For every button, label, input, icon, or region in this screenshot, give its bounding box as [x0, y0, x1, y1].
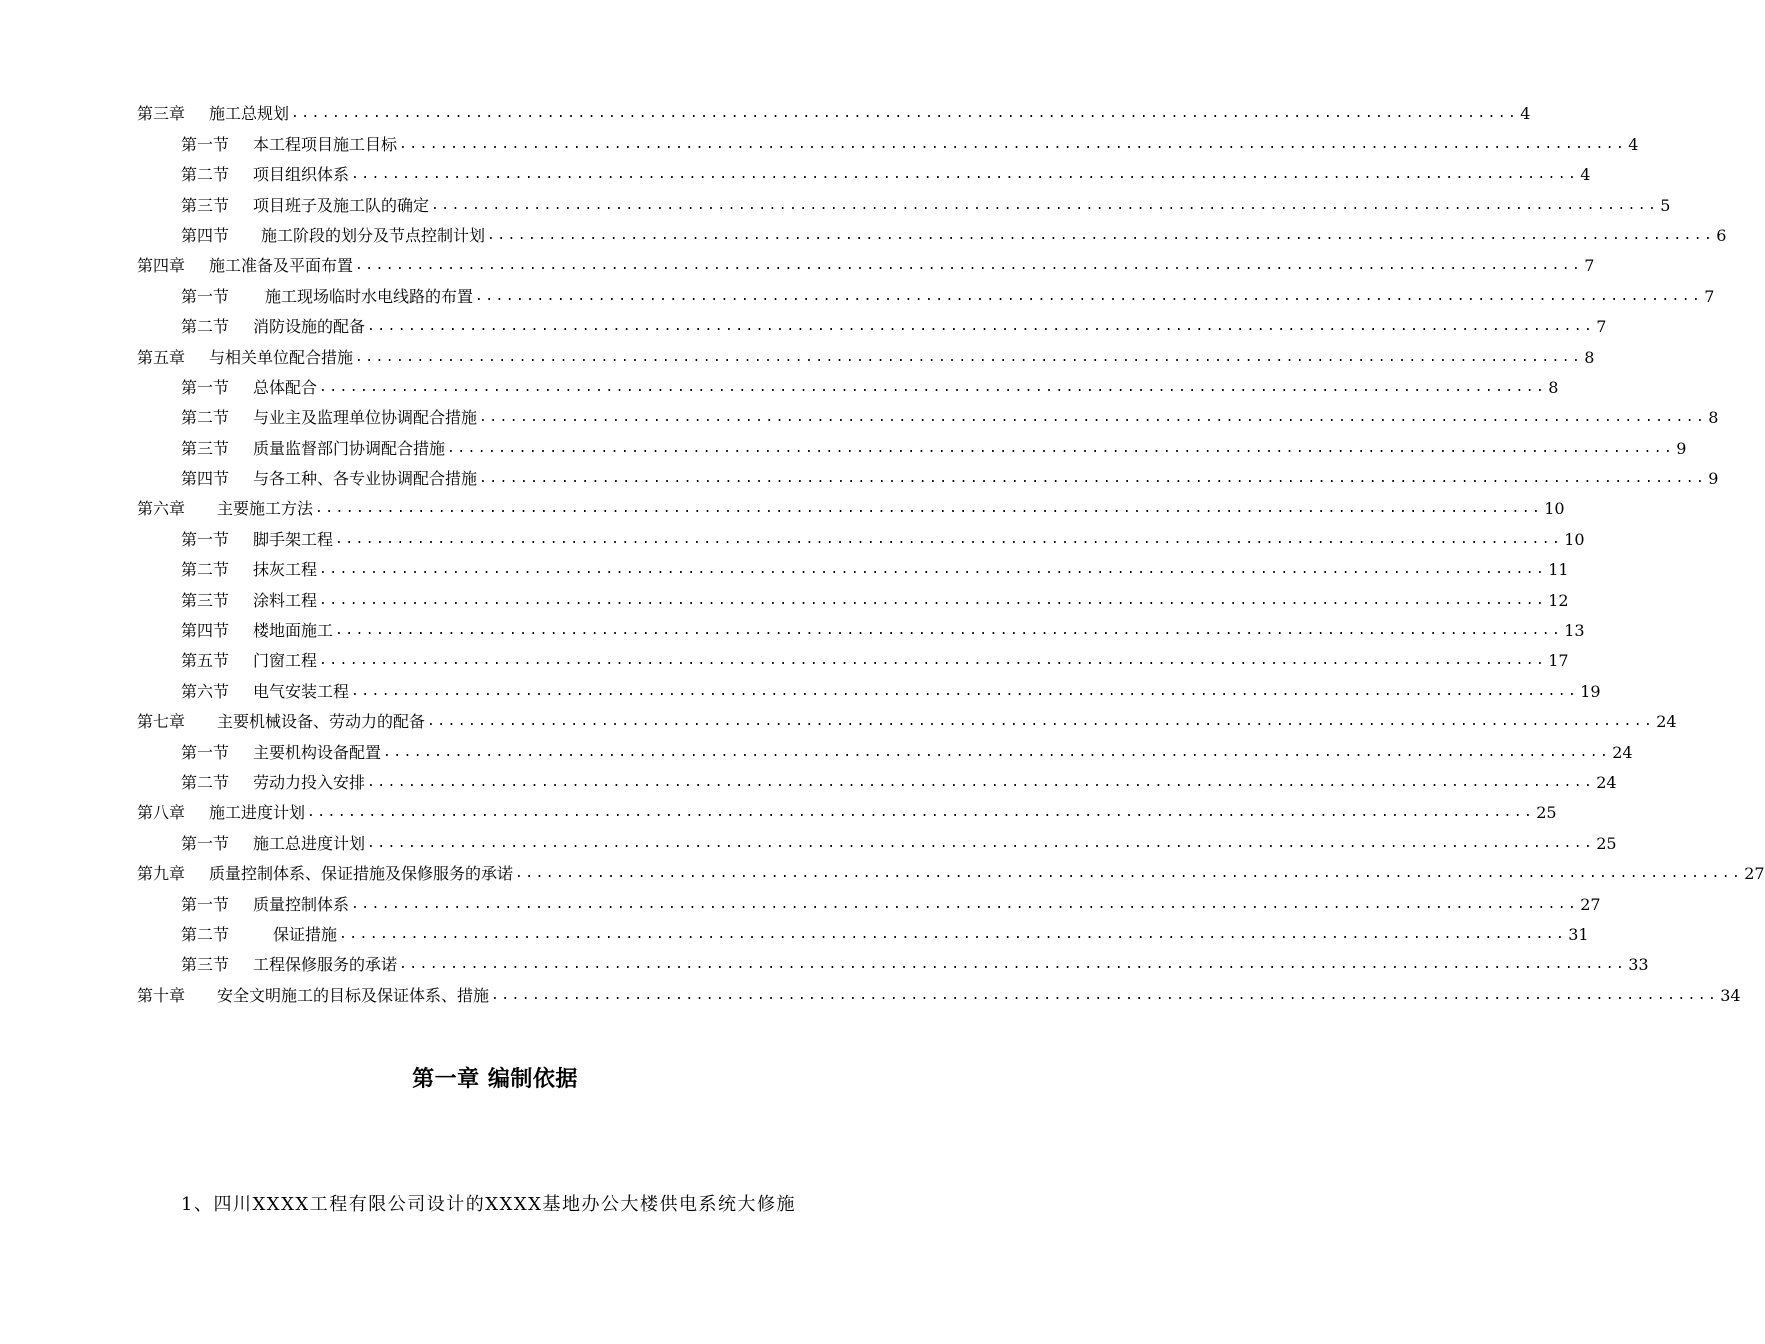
toc-entry-line: [137, 499, 1565, 519]
toc-section-entry[interactable]: [0, 763, 1617, 793]
toc-page-number: 9: [1676, 438, 1687, 458]
toc-entry-title: 施工进度计划: [209, 803, 306, 823]
toc-dot-leader: ........................................................................................................................: [367, 774, 1595, 790]
toc-entry-line: [181, 833, 1617, 854]
toc-page-number: 27: [1744, 864, 1765, 884]
toc-page-number: 5: [1660, 195, 1671, 215]
toc-entry-line: [181, 377, 1559, 398]
toc-page-number: 12: [1548, 590, 1569, 610]
toc-entry-label: 第五节: [181, 651, 230, 671]
toc-page-number: 4: [1628, 134, 1639, 154]
toc-page-number: 13: [1564, 621, 1585, 641]
toc-page-number: 11: [1548, 560, 1569, 580]
toc-entry-label: 第一节: [181, 529, 230, 549]
toc-dot-leader: ........................................................................................................................: [399, 136, 1627, 152]
toc-entry-label: 第一节: [181, 377, 230, 397]
toc-entry-line: [137, 712, 1677, 732]
toc-entry-label: 第二节: [181, 317, 230, 337]
toc-section-entry[interactable]: [0, 307, 1607, 337]
toc-dot-leader: ........................................................................................................................: [355, 258, 1583, 274]
toc-entry-line: [181, 195, 1671, 216]
toc-entry-title: 脚手架工程: [253, 529, 334, 549]
toc-dot-leader: ........................................................................................................................: [515, 866, 1743, 882]
toc-section-entry[interactable]: [0, 550, 1569, 580]
toc-dot-leader: ........................................................................................................................: [399, 957, 1627, 973]
toc-entry-line: [181, 529, 1585, 550]
toc-dot-leader: ........................................................................................................................: [355, 349, 1583, 365]
toc-dot-leader: ........................................................................................................................: [319, 592, 1547, 608]
toc-entry-line: [181, 955, 1649, 975]
toc-section-entry[interactable]: [0, 823, 1617, 853]
toc-entry-line: [181, 894, 1601, 915]
toc-section-entry[interactable]: [0, 368, 1559, 398]
toc-page-number: 33: [1628, 955, 1649, 975]
toc-dot-leader: ........................................................................................................................: [479, 471, 1707, 487]
toc-entry-title: 主要施工方法: [217, 499, 314, 519]
toc-section-entry[interactable]: [0, 428, 1687, 458]
toc-entry-label: 第九章: [137, 864, 186, 884]
toc-page-number: 25: [1596, 833, 1617, 853]
toc-entry-label: 第三节: [181, 438, 230, 458]
toc-entry-label: 第一节: [181, 833, 230, 853]
toc-page-number: 19: [1580, 681, 1601, 701]
toc-entry-label: 第八章: [137, 803, 186, 823]
toc-section-entry[interactable]: [0, 398, 1719, 428]
toc-entry-label: 第六节: [181, 681, 230, 701]
toc-entry-title: 与各工种、各专业协调配合措施: [253, 469, 478, 489]
toc-entry-title: 项目班子及施工队的确定: [253, 195, 430, 215]
toc-entry-title: 楼地面施工: [253, 621, 334, 641]
toc-entry-line: [181, 560, 1569, 580]
toc-entry-title: 质量监督部门协调配合措施: [253, 438, 446, 458]
toc-entry-label: 第四节: [181, 469, 230, 489]
toc-entry-title: 门窗工程: [253, 651, 318, 671]
toc-dot-leader: ........................................................................................................................: [319, 379, 1547, 395]
toc-entry-title: 项目组织体系: [253, 165, 350, 185]
toc-chapter-entry[interactable]: [0, 489, 1565, 519]
toc-entry-label: 第三节: [181, 195, 230, 215]
toc-dot-leader: ........................................................................................................................: [487, 227, 1715, 243]
toc-dot-leader: ........................................................................................................................: [491, 987, 1719, 1003]
toc-page-number: 24: [1596, 772, 1617, 792]
toc-page-number: 9: [1708, 469, 1719, 489]
toc-section-entry[interactable]: [0, 580, 1569, 610]
body-paragraph: 1、四川XXXX工程有限公司设计的XXXX基地办公大楼供电系统大修施: [181, 1194, 796, 1215]
toc-entry-title: 电气安装工程: [253, 681, 350, 701]
toc-dot-leader: ........................................................................................................................: [367, 319, 1595, 335]
toc-entry-label: 第一节: [181, 894, 230, 914]
toc-page-number: 24: [1612, 742, 1633, 762]
toc-dot-leader: ........................................................................................................................: [351, 896, 1579, 912]
toc-chapter-entry[interactable]: [0, 246, 1595, 276]
toc-section-entry[interactable]: [0, 611, 1585, 641]
toc-entry-title: 施工准备及平面布置: [209, 256, 354, 276]
toc-page-number: 17: [1548, 651, 1569, 671]
toc-entry-title: 主要机械设备、劳动力的配备: [217, 712, 426, 732]
toc-page-number: 24: [1656, 712, 1677, 732]
toc-entry-title: 工程保修服务的承诺: [253, 955, 398, 975]
toc-dot-leader: ........................................................................................................................: [339, 926, 1567, 942]
toc-entry-title: 本工程项目施工目标: [253, 134, 398, 154]
toc-page-number: 4: [1520, 104, 1531, 124]
toc-entry-label: 第四节: [181, 225, 230, 245]
toc-page-number: 10: [1564, 529, 1585, 549]
toc-entry-line: [137, 347, 1595, 368]
toc-entry-title: 施工现场临时水电线路的布置: [265, 286, 474, 306]
toc-dot-leader: ........................................................................................................................: [335, 623, 1563, 639]
toc-dot-leader: ........................................................................................................................: [447, 440, 1675, 456]
toc-dot-leader: ........................................................................................................................: [319, 562, 1547, 578]
toc-entry-line: [181, 165, 1591, 185]
toc-entry-label: 第一节: [181, 742, 230, 762]
toc-entry-line: [181, 469, 1719, 489]
toc-entry-line: [181, 317, 1607, 337]
toc-entry-label: 第二节: [181, 560, 230, 580]
toc-page-number: 8: [1548, 377, 1559, 397]
toc-entry-line: [181, 590, 1569, 611]
toc-section-entry[interactable]: [0, 216, 1727, 246]
chapter-heading: 第一章 编制依据: [412, 1067, 578, 1092]
toc-entry-title: 劳动力投入安排: [253, 772, 366, 792]
toc-entry-title: 总体配合: [253, 377, 318, 397]
toc-section-entry[interactable]: [0, 155, 1591, 185]
toc-entry-title: 与业主及监理单位协调配合措施: [253, 408, 478, 428]
toc-entry-title: 施工阶段的划分及节点控制计划: [261, 225, 486, 245]
toc-dot-leader: ........................................................................................................................: [479, 410, 1707, 426]
toc-entry-label: 第三章: [137, 104, 186, 124]
toc-entry-title: 与相关单位配合措施: [209, 347, 354, 367]
toc-entry-label: 第十章: [137, 985, 186, 1005]
toc-page-number: 7: [1704, 286, 1715, 306]
toc-dot-leader: ........................................................................................................................: [383, 744, 1611, 760]
toc-page-number: 34: [1720, 985, 1741, 1005]
toc-entry-line: [137, 803, 1557, 823]
toc-section-entry[interactable]: [0, 671, 1601, 701]
toc-page-number: 7: [1596, 317, 1607, 337]
toc-page-number: 10: [1544, 499, 1565, 519]
toc-section-entry[interactable]: [0, 884, 1601, 914]
toc-dot-leader: ........................................................................................................................: [319, 653, 1547, 669]
toc-section-entry[interactable]: [0, 459, 1719, 489]
toc-entry-title: 质量控制体系、保证措施及保修服务的承诺: [209, 864, 514, 884]
toc-page-number: 8: [1708, 408, 1719, 428]
toc-section-entry[interactable]: [0, 276, 1715, 306]
toc-page-number: 7: [1584, 256, 1595, 276]
toc-page-number: 27: [1580, 894, 1601, 914]
toc-entry-title: 施工总进度计划: [253, 833, 366, 853]
toc-entry-label: 第四章: [137, 256, 186, 276]
toc-entry-label: 第二节: [181, 165, 230, 185]
toc-entry-label: 第一节: [181, 134, 230, 154]
toc-entry-line: [181, 681, 1601, 702]
toc-page-number: 31: [1568, 924, 1589, 944]
toc-chapter-entry[interactable]: [0, 793, 1557, 823]
toc-entry-line: [181, 924, 1589, 945]
toc-dot-leader: ........................................................................................................................: [315, 501, 1543, 517]
toc-entry-label: 第二节: [181, 924, 230, 944]
toc-entry-title: 消防设施的配备: [253, 317, 366, 337]
toc-entry-title: 抹灰工程: [253, 560, 318, 580]
toc-chapter-entry[interactable]: [0, 702, 1677, 732]
toc-entry-label: 第五章: [137, 347, 186, 367]
toc-entry-label: 第一节: [181, 286, 230, 306]
toc-page-number: 4: [1580, 165, 1591, 185]
toc-entry-title: 施工总规划: [209, 104, 290, 124]
toc-entry-label: 第二节: [181, 772, 230, 792]
toc-entry-line: [181, 772, 1617, 793]
toc-entry-line: [137, 104, 1531, 124]
toc-dot-leader: ........................................................................................................................: [307, 805, 1535, 821]
toc-dot-leader: ........................................................................................................................: [367, 835, 1595, 851]
toc-entry-label: 第二节: [181, 408, 230, 428]
toc-entry-title: 涂料工程: [253, 590, 318, 610]
toc-entry-line: [181, 134, 1639, 155]
toc-section-entry[interactable]: [0, 124, 1639, 154]
toc-dot-leader: ........................................................................................................................: [335, 531, 1563, 547]
table-of-contents: [0, 94, 1765, 1006]
toc-section-entry[interactable]: [0, 732, 1633, 762]
toc-entry-title: 保证措施: [273, 924, 338, 944]
toc-chapter-entry[interactable]: [0, 975, 1741, 1005]
toc-entry-label: 第七章: [137, 712, 186, 732]
toc-entry-line: [137, 864, 1765, 884]
toc-entry-label: 第三节: [181, 955, 230, 975]
toc-entry-line: [181, 438, 1687, 459]
toc-chapter-entry[interactable]: [0, 854, 1765, 884]
toc-chapter-entry[interactable]: [0, 94, 1531, 124]
toc-entry-title: 安全文明施工的目标及保证体系、措施: [217, 985, 490, 1005]
toc-dot-leader: ........................................................................................................................: [427, 714, 1655, 730]
toc-dot-leader: ........................................................................................................................: [431, 197, 1659, 213]
toc-entry-title: 质量控制体系: [253, 894, 350, 914]
toc-entry-line: [181, 651, 1569, 671]
toc-section-entry[interactable]: [0, 641, 1569, 671]
toc-page-number: 25: [1536, 803, 1557, 823]
toc-entry-line: [181, 225, 1727, 246]
toc-page-number: 8: [1584, 347, 1595, 367]
toc-entry-label: 第六章: [137, 499, 186, 519]
toc-entry-line: [181, 742, 1633, 763]
toc-entry-line: [137, 985, 1741, 1006]
toc-section-entry[interactable]: [0, 519, 1585, 549]
toc-entry-label: 第四节: [181, 621, 230, 641]
toc-entry-label: 第三节: [181, 590, 230, 610]
toc-entry-line: [137, 256, 1595, 276]
toc-entry-title: 主要机构设备配置: [253, 742, 382, 762]
toc-entry-line: [181, 621, 1585, 641]
toc-page-number: 6: [1716, 225, 1727, 245]
toc-dot-leader: ........................................................................................................................: [351, 683, 1579, 699]
toc-entry-line: [181, 286, 1715, 307]
toc-dot-leader: ........................................................................................................................: [351, 167, 1579, 183]
toc-dot-leader: ........................................................................................................................: [291, 106, 1519, 122]
toc-entry-line: [181, 408, 1719, 428]
toc-section-entry[interactable]: [0, 945, 1649, 975]
toc-section-entry[interactable]: [0, 915, 1589, 945]
toc-chapter-entry[interactable]: [0, 337, 1595, 367]
toc-section-entry[interactable]: [0, 185, 1671, 215]
toc-dot-leader: ........................................................................................................................: [475, 288, 1703, 304]
